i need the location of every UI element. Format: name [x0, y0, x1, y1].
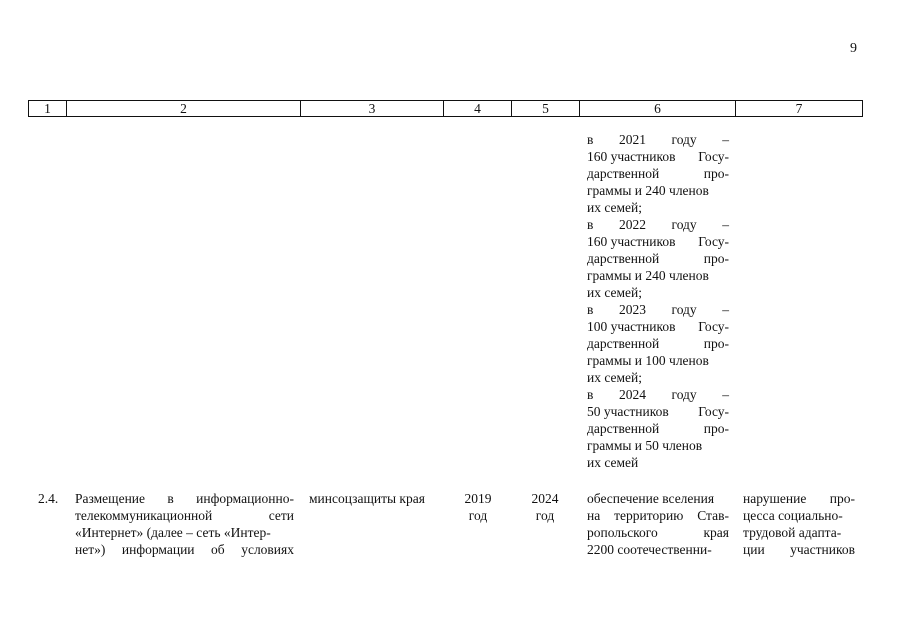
text-word: дарственной — [587, 166, 660, 181]
text-word: 2023 — [618, 302, 646, 317]
text-word: телекоммуникационной — [75, 508, 213, 523]
text-word: – — [722, 217, 729, 232]
text-word: об — [211, 542, 225, 557]
header-cell-3: 3 — [300, 101, 443, 116]
text-word: про- — [703, 251, 729, 266]
text-line — [743, 541, 855, 558]
text-word: в — [587, 217, 594, 232]
text-word: дарственной — [587, 251, 660, 266]
text-word: «Интернет» (далее – сеть «Интер- — [75, 525, 271, 540]
text-word: информации — [121, 542, 195, 557]
text-line — [587, 267, 729, 284]
row-col5-end-year — [519, 490, 571, 524]
text-word: обеспечение вселения — [587, 491, 715, 506]
text-word: в — [587, 132, 594, 147]
text-word: цесса социально- — [743, 508, 843, 523]
text-line — [743, 524, 855, 541]
table-header-row — [28, 100, 863, 117]
header-cell-2: 2 — [66, 101, 300, 116]
text-word: Госу- — [698, 319, 729, 334]
text-word: Став- — [697, 508, 729, 523]
row-number: 2.4. — [38, 491, 59, 506]
text-word: про- — [703, 336, 729, 351]
text-line: 2019 — [464, 491, 492, 506]
text-word: 2200 соотечественни- — [587, 542, 712, 557]
text-word: Госу- — [698, 149, 729, 164]
text-word: дарственной — [587, 336, 660, 351]
text-word: 2024 — [618, 387, 646, 402]
text-word: про- — [703, 421, 729, 436]
text-line — [587, 148, 729, 165]
text-word: нет») — [75, 542, 106, 557]
text-word: участников — [790, 542, 855, 557]
text-line — [587, 318, 729, 335]
text-line — [587, 454, 729, 471]
text-word: трудовой адапта- — [743, 525, 842, 540]
text-word: – — [722, 302, 729, 317]
header-cell-7: 7 — [735, 101, 862, 116]
text-word: ропольского — [587, 525, 658, 540]
text-line — [587, 131, 729, 148]
text-line — [587, 250, 729, 267]
text-line — [587, 524, 729, 541]
text-word: информационно- — [196, 491, 294, 506]
text-line — [587, 284, 729, 301]
text-line — [587, 335, 729, 352]
header-cell-6: 6 — [579, 101, 735, 116]
text-word: 160 участников — [587, 234, 676, 249]
text-word: 2021 — [618, 132, 646, 147]
text-word: граммы и 240 членов — [587, 183, 709, 198]
text-word: году — [671, 132, 697, 147]
header-cell-4: 4 — [443, 101, 511, 116]
text-line — [75, 524, 294, 541]
row-col2-text — [75, 490, 294, 558]
text-word: Размещение — [75, 491, 146, 506]
text-word: – — [722, 387, 729, 402]
text-word: в — [587, 302, 594, 317]
text-word: в — [167, 491, 174, 506]
text-word: Госу- — [698, 234, 729, 249]
text-word: граммы и 50 членов — [587, 438, 703, 453]
text-word: края — [703, 525, 729, 540]
text-word: на — [587, 508, 601, 523]
row-col6-result — [587, 490, 729, 558]
text-word: дарственной — [587, 421, 660, 436]
text-word: про- — [829, 491, 855, 506]
text-line — [587, 437, 729, 454]
text-line — [587, 199, 729, 216]
text-line — [75, 507, 294, 524]
text-word: – — [722, 132, 729, 147]
header-cell-1: 1 — [44, 101, 51, 116]
text-line — [587, 369, 729, 386]
text-line — [75, 541, 294, 558]
text-word: их семей; — [587, 370, 643, 385]
text-word: 160 участников — [587, 149, 676, 164]
text-word: про- — [703, 166, 729, 181]
text-word: в — [587, 387, 594, 402]
text-line — [587, 490, 729, 507]
text-word: территорию — [614, 508, 684, 523]
text-word: году — [671, 387, 697, 402]
row-col4-start-year — [452, 490, 504, 524]
header-cell-5: 5 — [511, 101, 579, 116]
row-col3-executor: минсоцзащиты края — [309, 491, 425, 506]
text-word: ции — [743, 542, 765, 557]
text-line — [587, 216, 729, 233]
text-word: их семей — [587, 455, 639, 470]
text-word: Госу- — [698, 404, 729, 419]
text-line — [587, 403, 729, 420]
text-line: 2024 — [531, 491, 559, 506]
text-word: 2022 — [618, 217, 646, 232]
text-line — [587, 541, 729, 558]
text-line — [587, 233, 729, 250]
text-word: 50 участников — [587, 404, 669, 419]
text-line — [587, 386, 729, 403]
text-line — [743, 490, 855, 507]
text-line — [587, 165, 729, 182]
text-word: сети — [268, 508, 294, 523]
continuation-col6 — [587, 131, 729, 471]
text-line — [743, 507, 855, 524]
text-word: нарушение — [743, 491, 807, 506]
row-col7-consequence — [743, 490, 855, 558]
text-line: год — [535, 508, 555, 523]
text-line — [587, 352, 729, 369]
text-word: 100 участников — [587, 319, 676, 334]
text-line — [587, 182, 729, 199]
text-word: году — [671, 217, 697, 232]
text-word: граммы и 100 членов — [587, 353, 709, 368]
text-line: год — [468, 508, 488, 523]
text-word: граммы и 240 членов — [587, 268, 709, 283]
text-line — [75, 490, 294, 507]
text-word: их семей; — [587, 200, 643, 215]
text-line — [587, 301, 729, 318]
text-word: условиях — [241, 542, 294, 557]
text-word: году — [671, 302, 697, 317]
text-line — [587, 507, 729, 524]
text-line — [587, 420, 729, 437]
page-number: 9 — [850, 41, 857, 56]
text-word: их семей; — [587, 285, 643, 300]
